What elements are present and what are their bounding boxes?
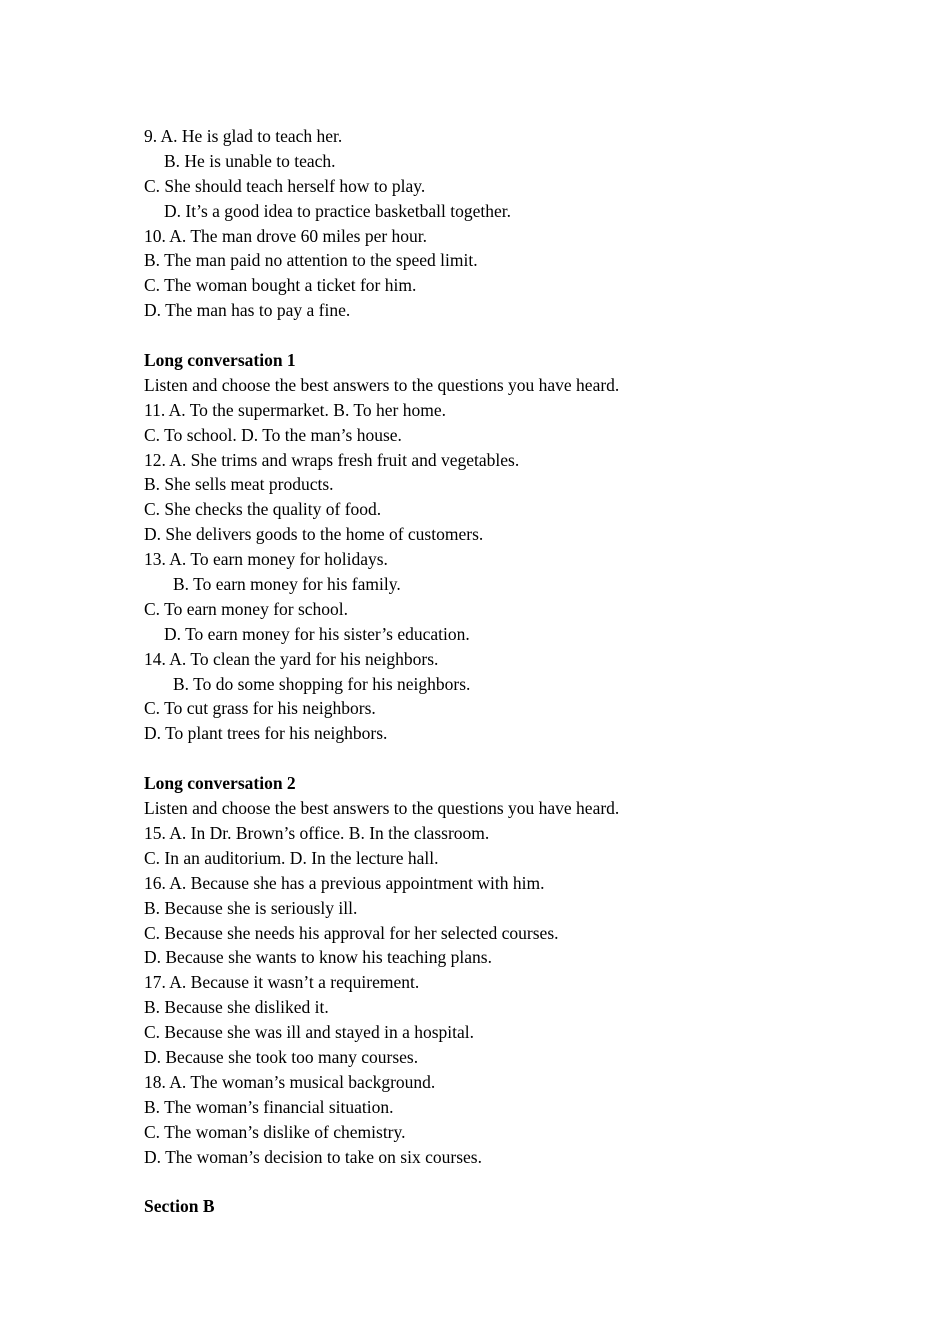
q9-option-a: 9. A. He is glad to teach her. <box>144 126 343 146</box>
q17-option-b: B. Because she disliked it. <box>144 997 329 1018</box>
q12-option-d: D. She delivers goods to the home of customers. <box>144 524 484 545</box>
spacer <box>144 1169 844 1194</box>
q14-option-a: 14. A. To clean the yard for his neighbors. <box>144 648 439 669</box>
q10-option-d: D. The man has to pay a fine. <box>144 300 351 321</box>
q17-option-a: 17. A. Because it wasn’t a requirement. <box>144 972 420 993</box>
section-heading-section-b: Section B <box>144 1196 215 1217</box>
q11-options-cd: C. To school. D. To the man’s house. <box>144 424 402 445</box>
q15-options-cd: C. In an auditorium. D. In the lecture hall. <box>144 847 439 868</box>
q14-option-d: D. To plant trees for his neighbors. <box>144 723 388 744</box>
q16-option-c: C. Because she needs his approval for her selected courses. <box>144 922 559 943</box>
q13-option-b: B. To earn money for his family. <box>173 574 401 595</box>
q16-option-b: B. Because she is seriously ill. <box>144 897 358 918</box>
q9-option-d: D. It’s a good idea to practice basketball together. <box>164 200 511 221</box>
conversation-2-instruction: Listen and choose the best answers to the questions you have heard. <box>144 798 620 819</box>
q11-options-ab: 11. A. To the supermarket. B. To her home. <box>144 399 446 420</box>
q12-option-a: 12. A. She trims and wraps fresh fruit and vegetables. <box>144 449 520 470</box>
q18-option-a: 18. A. The woman’s musical background. <box>144 1071 436 1092</box>
section-heading-conversation-1: Long conversation 1 <box>144 350 296 371</box>
q18-option-d: D. The woman’s decision to take on six courses. <box>144 1146 482 1167</box>
q14-option-b: B. To do some shopping for his neighbors. <box>173 673 471 694</box>
q18-option-c: C. The woman’s dislike of chemistry. <box>144 1121 406 1142</box>
q16-option-d: D. Because she wants to know his teaching plans. <box>144 947 492 968</box>
q12-option-c: C. She checks the quality of food. <box>144 499 382 520</box>
q15-options-ab: 15. A. In Dr. Brown’s office. B. In the classroom. <box>144 822 490 843</box>
q17-option-d: D. Because she took too many courses. <box>144 1046 419 1067</box>
q13-option-d: D. To earn money for his sister’s education. <box>164 623 470 644</box>
spacer <box>144 746 844 771</box>
q12-option-b: B. She sells meat products. <box>144 474 334 495</box>
q10-option-a: 10. A. The man drove 60 miles per hour. <box>144 225 428 246</box>
q16-option-a: 16. A. Because she has a previous appointment with him. <box>144 872 545 893</box>
q13-option-a: 13. A. To earn money for holidays. <box>144 549 388 570</box>
q10-option-c: C. The woman bought a ticket for him. <box>144 275 417 296</box>
q9-option-b: B. He is unable to teach. <box>164 150 336 171</box>
q9-option-c: C. She should teach herself how to play. <box>144 175 426 196</box>
conversation-1-instruction: Listen and choose the best answers to the questions you have heard. <box>144 374 620 395</box>
q17-option-c: C. Because she was ill and stayed in a hospital. <box>144 1022 474 1043</box>
q10-option-b: B. The man paid no attention to the speed limit. <box>144 250 478 271</box>
page-content <box>144 124 844 1219</box>
q14-option-c: C. To cut grass for his neighbors. <box>144 698 376 719</box>
spacer <box>144 323 844 348</box>
q18-option-b: B. The woman’s financial situation. <box>144 1096 394 1117</box>
section-heading-conversation-2: Long conversation 2 <box>144 773 296 794</box>
q13-option-c: C. To earn money for school. <box>144 598 349 619</box>
